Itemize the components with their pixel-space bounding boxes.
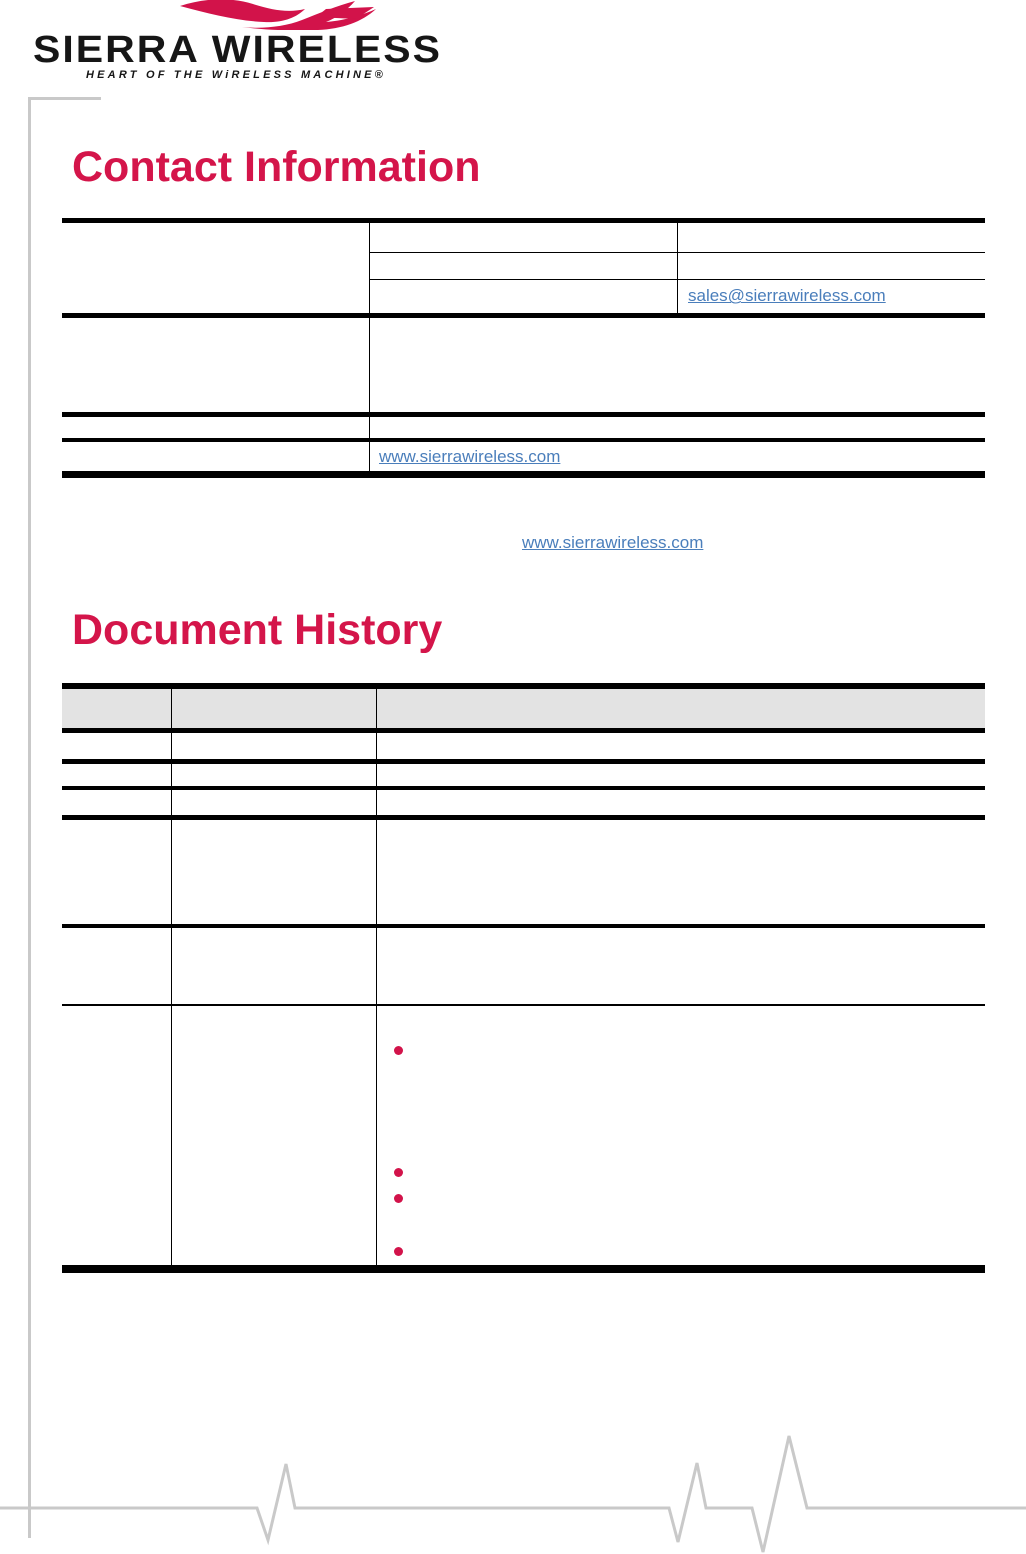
- history-row: [62, 790, 985, 820]
- contact-table-row-group: [62, 223, 985, 318]
- history-cell: [172, 1006, 377, 1265]
- history-cell: [172, 928, 377, 1004]
- contact-information-heading: Contact Information: [72, 143, 481, 191]
- contact-subrow-1: [370, 223, 985, 253]
- contact-subrow-3: [370, 280, 985, 313]
- history-cell: [172, 820, 377, 924]
- contact-cell: [677, 253, 985, 279]
- document-history-heading: Document History: [72, 606, 443, 654]
- list-bullet-icon: [394, 1194, 403, 1203]
- logo-wordmark: SIERRA WIRELESS: [33, 27, 442, 71]
- website-link-table[interactable]: www.sierrawireless.com: [379, 446, 561, 466]
- contact-cell: [370, 223, 677, 252]
- contact-cell: [370, 280, 677, 313]
- history-cell: [377, 928, 985, 1004]
- contact-cell: [370, 253, 677, 279]
- history-cell: [172, 764, 377, 786]
- list-bullet-icon: [394, 1247, 403, 1256]
- history-cell: [62, 928, 172, 1004]
- contact-table-left-cell: [62, 223, 369, 313]
- history-row: [62, 928, 985, 1006]
- margin-bracket-horizontal: [28, 97, 101, 100]
- history-cell: [377, 820, 985, 924]
- history-cell: [172, 790, 377, 815]
- sierra-wireless-logo: [30, 0, 470, 90]
- logo-tagline: HEART OF THE WiRELESS MACHINE®: [86, 69, 386, 81]
- contact-cell: [62, 318, 369, 412]
- history-cell: [377, 790, 985, 815]
- heartbeat-line-graphic: [0, 1420, 1026, 1554]
- contact-cell: [62, 417, 369, 438]
- history-row: [62, 764, 985, 790]
- list-bullet-icon: [394, 1046, 403, 1055]
- contact-cell: [369, 318, 985, 412]
- contact-cell: [369, 417, 985, 438]
- contact-subrow-2: [370, 253, 985, 280]
- history-cell-changes: [377, 1006, 985, 1265]
- history-row: [62, 820, 985, 928]
- list-bullet-icon: [394, 1168, 403, 1177]
- contact-table-website-row: [62, 442, 985, 471]
- history-cell: [377, 764, 985, 786]
- contact-cell: [677, 223, 985, 252]
- contact-table-short-row: [62, 417, 985, 442]
- history-cell: [62, 764, 172, 786]
- sales-email-link[interactable]: sales@sierrawireless.com: [688, 286, 886, 306]
- history-cell: [62, 1006, 172, 1265]
- contact-table-tall-row: [62, 318, 985, 417]
- history-cell: [62, 733, 172, 759]
- contact-info-table: [62, 218, 985, 478]
- history-cell: [62, 790, 172, 815]
- website-link-standalone[interactable]: www.sierrawireless.com: [522, 533, 704, 552]
- margin-bracket-vertical: [28, 97, 31, 1538]
- history-cell: [62, 820, 172, 924]
- document-history-table: [62, 683, 985, 1273]
- history-header-cell: [172, 689, 377, 728]
- history-header-cell: [377, 689, 985, 728]
- history-cell: [172, 733, 377, 759]
- contact-cell: [62, 442, 369, 471]
- history-row-with-bullets: [62, 1006, 985, 1265]
- history-header-row: [62, 689, 985, 733]
- history-row: [62, 733, 985, 764]
- history-header-cell: [62, 689, 172, 728]
- logo-swoosh-icon: [150, 0, 376, 30]
- contact-cell-website: [369, 442, 985, 471]
- history-cell: [377, 733, 985, 759]
- contact-cell-sales: [677, 280, 985, 313]
